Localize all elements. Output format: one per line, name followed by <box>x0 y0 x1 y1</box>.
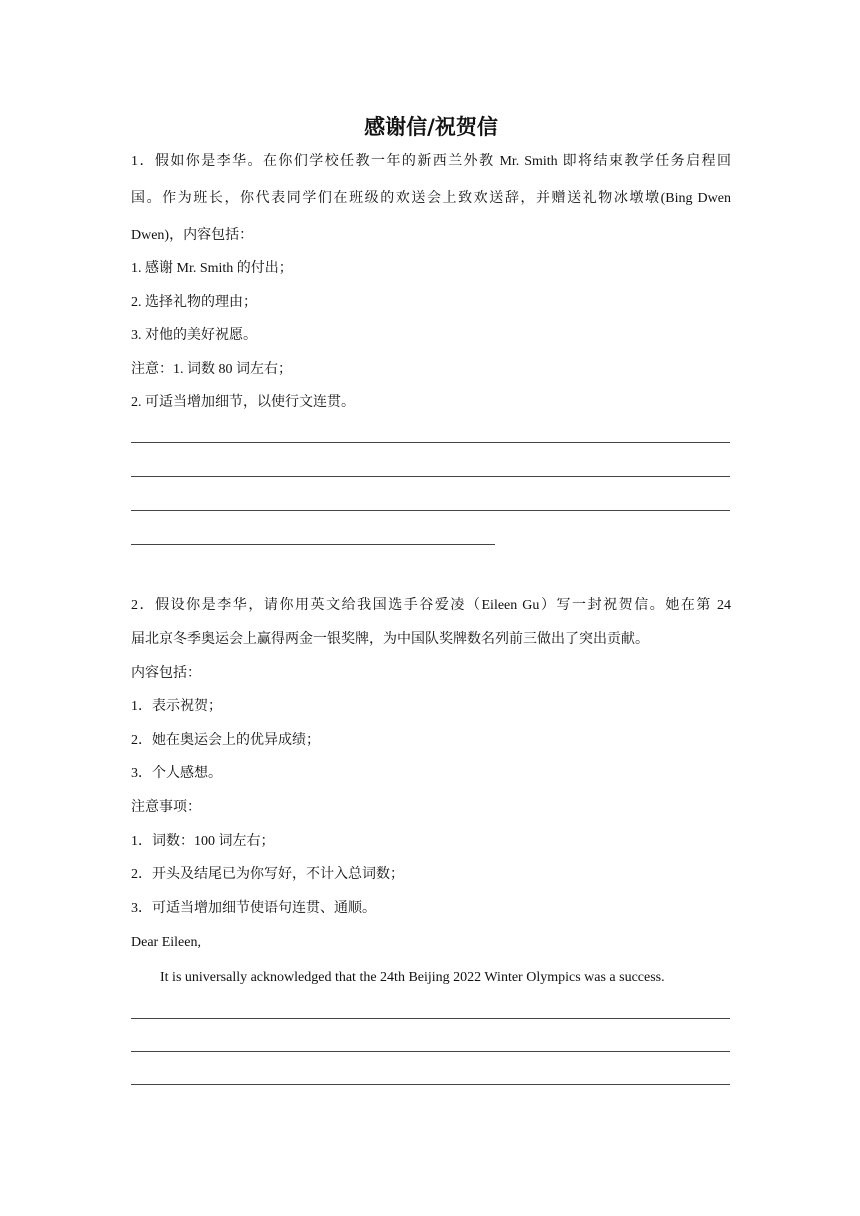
q2-content-point-2: 2．她在奥运会上的优异成绩； <box>131 733 320 748</box>
q1-content-point-3: 3. 对他的美好祝愿。 <box>131 328 257 343</box>
answer-line <box>131 544 495 545</box>
q2-content-point-3: 3．个人感想。 <box>131 766 222 781</box>
q1-note-1: 注意：1. 词数 80 词左右； <box>131 362 292 377</box>
q1-prompt-line-3: Dwen)，内容包括： <box>131 228 254 243</box>
q2-content-point-1: 1．表示祝贺； <box>131 699 222 714</box>
answer-line <box>131 476 730 477</box>
page-title: 感谢信/祝贺信 <box>364 115 498 139</box>
q2-content-label: 内容包括： <box>131 666 201 681</box>
q2-prompt-line-1: 2．假设你是李华，请你用英文给我国选手谷爱凌（Eileen Gu）写一封祝贺信。她在第 24 <box>131 598 731 613</box>
q1-prompt-line-1: 1．假如你是李华。在你们学校任教一年的新西兰外教 Mr. Smith 即将结束教学任务启程回 <box>131 154 731 169</box>
answer-line <box>131 1018 730 1019</box>
q1-content-point-1: 1. 感谢 Mr. Smith 的付出； <box>131 261 293 276</box>
q1-content-point-2: 2. 选择礼物的理由； <box>131 295 257 310</box>
letter-greeting: Dear Eileen, <box>131 935 201 950</box>
q1-note-2: 2. 可适当增加细节，以使行文连贯。 <box>131 395 355 410</box>
answer-line <box>131 510 730 511</box>
letter-opening-sentence: It is universally acknowledged that the 24th Beijing 2022 Winter Olympics was a success. <box>160 970 665 985</box>
q2-notes-label: 注意事项： <box>131 800 201 815</box>
answer-line <box>131 1084 730 1085</box>
answer-line <box>131 1051 730 1052</box>
q2-note-3: 3．可适当增加细节使语句连贯、通顺。 <box>131 901 376 916</box>
q2-note-1: 1．词数：100 词左右； <box>131 834 275 849</box>
q2-note-2: 2．开头及结尾已为你写好，不计入总词数； <box>131 867 404 882</box>
q2-prompt-line-2: 届北京冬季奥运会上赢得两金一银奖牌，为中国队奖牌数名列前三做出了突出贡献。 <box>131 632 649 647</box>
q1-prompt-line-2: 国。作为班长，你代表同学们在班级的欢送会上致欢送辞，并赠送礼物冰墩墩(Bing Dwen <box>131 191 731 206</box>
answer-line <box>131 442 730 443</box>
